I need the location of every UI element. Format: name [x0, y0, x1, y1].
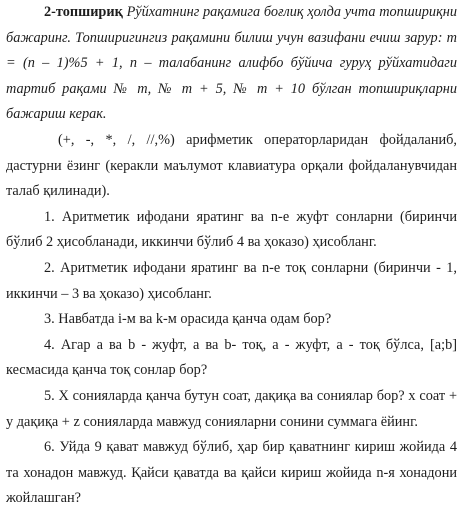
question-text: ёйинг.: [380, 413, 418, 430]
intro-line-4: тартиб рақами № m, № m + 5, № m + 10 бўлган топшириқларни: [6, 80, 457, 97]
question-5: [6, 384, 457, 435]
question-text: 5. X сонияларда қанча бутун соат, дақиқа ва сониялар бор? x: [44, 387, 416, 404]
question-text: кесмасида қанча тоқ сонлар бор?: [6, 362, 208, 379]
question-text: жойида 4 та хонадон мавжуд. Қайси қаватда ва қайси кириш: [6, 439, 457, 481]
question-6: [6, 435, 457, 512]
intro-line-2: бажаринг. Топширигингиз рақамини билиш учун вазифани ечиш зарур: m: [6, 29, 457, 46]
question-text: 6. Уйда 9 қават мавжуд бўлиб, ҳар бир қаватнинг кириш: [44, 439, 396, 456]
instructions-line-3: фойдаланувчидан талаб қилинади).: [6, 157, 457, 200]
question-1: [6, 205, 457, 256]
intro-line-1: Рўйхатнинг рақамига боғлиқ ҳолда учта топшириқни: [126, 4, 457, 20]
instructions-line-1: (+, -, *, /, //,%) арифметик операторларидан фойдаланиб,: [58, 131, 457, 148]
question-text: 1, иккинчи – 3 ва ҳоказо) ҳисобланг.: [6, 259, 457, 302]
question-text: соат + y дақиқа + z сонияларда мавжуд сонияларни сонини суммага: [6, 387, 458, 430]
intro-line-3: = (n – 1)%5 + 1, n – талабанинг алифбо бўйича гуруҳ рўйхатидаги: [6, 55, 457, 72]
intro-line-5: бажариш керак.: [6, 106, 107, 123]
task-title: 2-топшириқ: [44, 4, 123, 20]
question-text: 4. Агар a ва b - жуфт, a ва b- тоқ, a - жуфт, a - тоқ бўлса, [a;b]: [44, 336, 457, 353]
question-4: [6, 333, 457, 384]
question-text: бўлиб 2 ҳисобланади, иккинчи бўлиб 4 ва ҳоказо) ҳисобланг.: [6, 234, 377, 251]
question-text: 3. Навбатда i-м ва k-м орасида қанча одам бор?: [44, 311, 332, 328]
task-intro: [6, 0, 457, 128]
instructions-paragraph: [6, 128, 457, 205]
question-text: жойида n-я хонадони жойлашган?: [6, 464, 458, 507]
question-3: [6, 307, 457, 333]
instructions-line-2: дастурни ёзинг (керакли маълумот клавиатура орқали: [6, 157, 344, 174]
question-text: 2. Аритметик ифодани яратинг ва n-е тоқ сонларни (биринчи -: [44, 259, 441, 276]
question-text: 1. Аритметик ифодани яратинг ва n-е жуфт сонларни (биринчи: [44, 208, 457, 225]
question-2: [6, 256, 457, 307]
